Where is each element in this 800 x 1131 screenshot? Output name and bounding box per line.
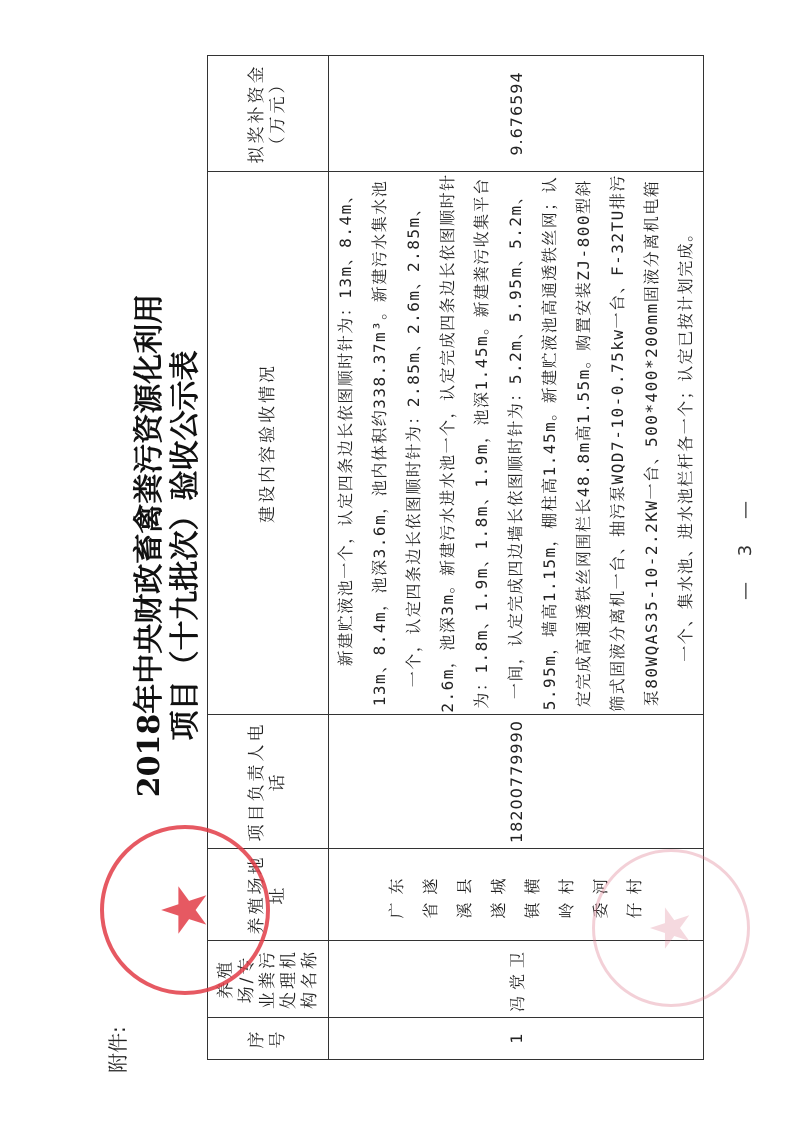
cell-index: 1 — [329, 1018, 704, 1060]
table-row — [329, 56, 704, 1060]
acceptance-table — [207, 55, 704, 1060]
star-icon: ★ — [639, 903, 702, 953]
page-title — [132, 0, 204, 1131]
page-number: — 3 — — [735, 491, 756, 600]
cell-name: 冯党卫 — [329, 941, 704, 1018]
cell-address: 广东省遂溪县遂城镇横岭村委河仔村 — [329, 849, 704, 941]
title-line-2: 项目（十九批次）验收公示表 — [168, 350, 203, 741]
header-index: 序号 — [208, 1018, 329, 1060]
header-name: 养殖场/专业粪污处理机构名称 — [208, 941, 329, 1018]
cell-phone: 18200779990 — [329, 715, 704, 849]
title-line-1: 2018年中央财政畜禽粪污资源化利用 — [132, 293, 167, 798]
cell-subsidy: 9.676594 — [329, 56, 704, 172]
cell-content: 新建贮液池一个，认定四条边长依图顺时针为：13m、8.4m、13m、8.4m，池深3.6m，池内体积约338.37m³。新建污水集水池一个，认定四条边长依图顺时针为：2.85m、2.6m、2.85m、2.6m，池深3m。新建污水进水池一个，认定完成四条边长依图顺时针为：1.8m、1.9m、1.8m、1.9m，池深1.45m。新建粪污收集平台一间，认定完成四边墙长依图顺时针为：5.2m、5.95m、5.2m、5.95m，墙高1.15m，棚柱高1.45m。新建贮液池高通透铁丝网；认定完成高通透铁丝网围栏长48.8m高1.55m。购置安装ZJ-800型斜筛式固液分离机一台、抽污泵WQD7-10-0.75kw一台、F-32TU排污泵80WQAS35-10-2.2KW一台、500*400*200mm固液分离机电箱一个、集水池、进水池栏杆各一个；认定已按计划完成。 — [329, 172, 704, 715]
table-header-row — [208, 56, 329, 1060]
header-address: 养殖场地址 — [208, 849, 329, 941]
header-content: 建设内容验收情况 — [208, 172, 329, 715]
header-phone: 项目负责人电话 — [208, 715, 329, 849]
star-icon: ★ — [148, 882, 221, 938]
header-subsidy: 拟奖补资金（万元） — [208, 56, 329, 172]
attachment-label: 附件: — [106, 1026, 130, 1073]
